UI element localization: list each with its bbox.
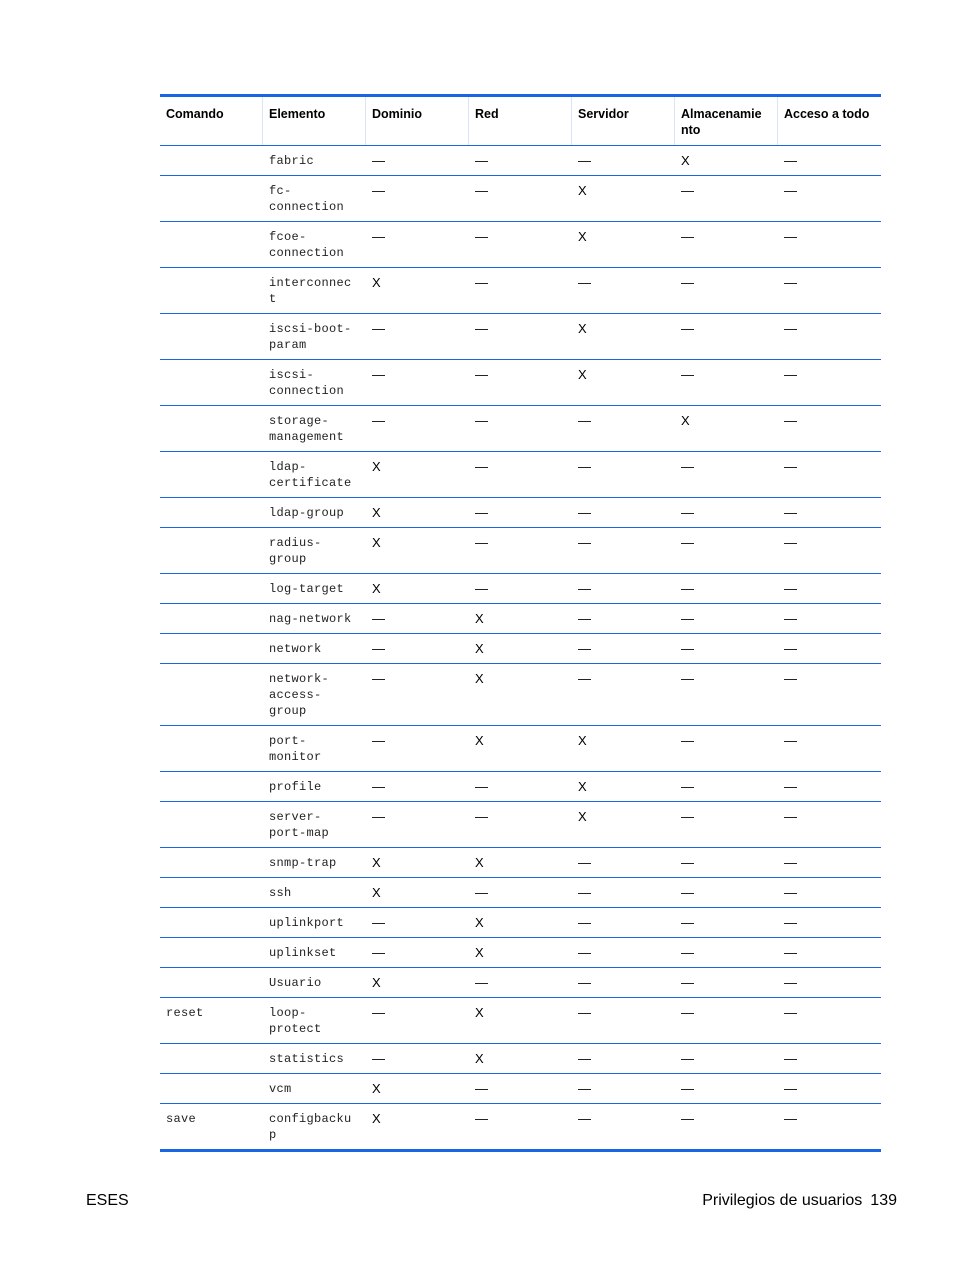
- privilege-cell: —: [681, 459, 694, 474]
- privilege-cell: —: [372, 779, 385, 794]
- table-row: [160, 848, 881, 878]
- column-header: Comando: [160, 97, 263, 145]
- privilege-cell: —: [372, 413, 385, 428]
- privilege-cell: X: [578, 229, 587, 244]
- element-cell: log-target: [269, 582, 345, 596]
- privilege-cell: —: [578, 275, 591, 290]
- privilege-cell: —: [681, 1051, 694, 1066]
- privilege-cell: —: [372, 611, 385, 626]
- privilege-cell: X: [681, 153, 690, 168]
- privilege-cell: —: [475, 505, 488, 520]
- privilege-cell: —: [784, 779, 797, 794]
- command-cell: [160, 528, 263, 573]
- privilege-cell: —: [578, 611, 591, 626]
- privilege-cell: —: [372, 229, 385, 244]
- privilege-cell: —: [372, 321, 385, 336]
- command-cell: [160, 222, 263, 267]
- privilege-cell: —: [578, 153, 591, 168]
- table-row: [160, 1104, 881, 1149]
- command-cell: [160, 452, 263, 497]
- privilege-cell: —: [475, 367, 488, 382]
- privilege-cell: —: [578, 975, 591, 990]
- table-row: [160, 802, 881, 848]
- element-cell: uplinkset: [269, 946, 337, 960]
- privilege-cell: —: [475, 459, 488, 474]
- privilege-cell: X: [578, 779, 587, 794]
- privilege-cell: X: [372, 275, 381, 290]
- privilege-cell: —: [372, 945, 385, 960]
- privilege-cell: —: [475, 229, 488, 244]
- element-cell: fc- connection: [269, 184, 345, 214]
- table-bottom-rule: [160, 1149, 881, 1152]
- privilege-cell: —: [784, 459, 797, 474]
- table-row: [160, 176, 881, 222]
- privilege-cell: —: [578, 945, 591, 960]
- command-cell: [160, 878, 263, 907]
- privilege-cell: —: [578, 1005, 591, 1020]
- table-row: [160, 968, 881, 998]
- table-row: [160, 772, 881, 802]
- command-cell: [160, 938, 263, 967]
- command-cell: [160, 314, 263, 359]
- command-cell: [160, 176, 263, 221]
- privilege-cell: X: [475, 733, 484, 748]
- command-cell: [160, 634, 263, 663]
- privilege-cell: —: [784, 1051, 797, 1066]
- element-cell: ldap-group: [269, 506, 345, 520]
- privilege-cell: —: [578, 459, 591, 474]
- privilege-cell: —: [784, 975, 797, 990]
- privilege-cell: —: [578, 1051, 591, 1066]
- privilege-cell: X: [475, 855, 484, 870]
- table-body: [160, 146, 881, 1149]
- table-row: [160, 1074, 881, 1104]
- privilege-cell: X: [372, 1081, 381, 1096]
- table-row: [160, 938, 881, 968]
- element-cell: nag-network: [269, 612, 352, 626]
- privilege-cell: —: [681, 229, 694, 244]
- command-cell: [160, 772, 263, 801]
- element-cell: snmp-trap: [269, 856, 337, 870]
- privilege-cell: —: [784, 611, 797, 626]
- privilege-cell: —: [475, 779, 488, 794]
- table-header-row: [160, 97, 881, 146]
- privilege-cell: —: [578, 1081, 591, 1096]
- privilege-cell: —: [681, 321, 694, 336]
- column-header: Acceso a todo: [784, 107, 870, 121]
- element-cell: radius- group: [269, 536, 322, 566]
- privilege-cell: X: [372, 505, 381, 520]
- privilege-cell: —: [784, 855, 797, 870]
- privilege-cell: —: [578, 641, 591, 656]
- privilege-cell: —: [681, 535, 694, 550]
- privilege-cell: X: [475, 945, 484, 960]
- command-cell: [160, 908, 263, 937]
- element-cell: server- port-map: [269, 810, 330, 840]
- privilege-cell: —: [475, 1081, 488, 1096]
- element-cell: configbacku p: [269, 1112, 352, 1142]
- element-cell: network- access- group: [269, 672, 330, 718]
- privilege-cell: —: [681, 975, 694, 990]
- privilege-cell: —: [681, 367, 694, 382]
- privilege-cell: —: [784, 229, 797, 244]
- privilege-cell: —: [372, 641, 385, 656]
- privilege-cell: X: [475, 611, 484, 626]
- privilege-cell: —: [475, 413, 488, 428]
- command-cell: [160, 406, 263, 451]
- privilege-cell: —: [784, 505, 797, 520]
- column-header: Dominio: [366, 97, 469, 145]
- privilege-cell: —: [681, 611, 694, 626]
- privilege-cell: X: [578, 183, 587, 198]
- privilege-cell: —: [784, 153, 797, 168]
- privilege-cell: —: [681, 809, 694, 824]
- privilege-cell: —: [475, 885, 488, 900]
- column-header: Almacenamie nto: [675, 97, 778, 145]
- privilege-cell: —: [475, 809, 488, 824]
- privilege-cell: —: [681, 183, 694, 198]
- privilege-cell: X: [372, 975, 381, 990]
- table-row: [160, 314, 881, 360]
- element-cell: Usuario: [269, 976, 322, 990]
- privileges-table: [160, 94, 881, 1152]
- privilege-cell: —: [578, 671, 591, 686]
- privilege-cell: X: [372, 581, 381, 596]
- footer-page-number: 139: [870, 1192, 897, 1209]
- column-header: Elemento: [263, 97, 366, 145]
- privilege-cell: —: [475, 153, 488, 168]
- privilege-cell: —: [681, 581, 694, 596]
- privilege-cell: X: [681, 413, 690, 428]
- table-row: [160, 360, 881, 406]
- element-cell: iscsi- connection: [269, 368, 345, 398]
- privilege-cell: —: [784, 581, 797, 596]
- element-cell: port- monitor: [269, 734, 322, 764]
- table-row: [160, 452, 881, 498]
- privilege-cell: —: [475, 275, 488, 290]
- privilege-cell: X: [372, 535, 381, 550]
- privilege-cell: —: [784, 671, 797, 686]
- privilege-cell: —: [681, 641, 694, 656]
- privilege-cell: —: [578, 505, 591, 520]
- privilege-cell: —: [578, 1111, 591, 1126]
- table-row: [160, 998, 881, 1044]
- element-cell: storage- management: [269, 414, 345, 444]
- command-cell: [160, 146, 263, 175]
- command-cell: reset: [166, 1006, 204, 1020]
- table-row: [160, 726, 881, 772]
- table-row: [160, 574, 881, 604]
- privilege-cell: X: [578, 733, 587, 748]
- privilege-cell: —: [578, 581, 591, 596]
- privilege-cell: X: [578, 809, 587, 824]
- table-row: [160, 1044, 881, 1074]
- command-cell: [160, 268, 263, 313]
- command-cell: [160, 726, 263, 771]
- privilege-cell: —: [784, 915, 797, 930]
- privilege-cell: —: [578, 855, 591, 870]
- element-cell: vcm: [269, 1082, 292, 1096]
- privilege-cell: —: [681, 275, 694, 290]
- privilege-cell: —: [475, 975, 488, 990]
- privilege-cell: —: [372, 733, 385, 748]
- command-cell: [160, 604, 263, 633]
- command-cell: save: [166, 1112, 197, 1126]
- table-row: [160, 406, 881, 452]
- privilege-cell: —: [475, 321, 488, 336]
- table-row: [160, 878, 881, 908]
- privilege-cell: —: [784, 885, 797, 900]
- privilege-cell: X: [475, 671, 484, 686]
- element-cell: iscsi-boot- param: [269, 322, 352, 352]
- privilege-cell: —: [784, 945, 797, 960]
- element-cell: fabric: [269, 154, 315, 168]
- element-cell: ldap- certificate: [269, 460, 352, 490]
- privilege-cell: —: [681, 885, 694, 900]
- privilege-cell: —: [372, 809, 385, 824]
- privilege-cell: —: [784, 275, 797, 290]
- privilege-cell: X: [372, 1111, 381, 1126]
- privilege-cell: —: [784, 413, 797, 428]
- privilege-cell: X: [475, 1005, 484, 1020]
- privilege-cell: —: [784, 535, 797, 550]
- column-header: Servidor: [572, 97, 675, 145]
- privilege-cell: —: [372, 367, 385, 382]
- column-header: Red: [469, 97, 572, 145]
- command-cell: [160, 802, 263, 847]
- privilege-cell: —: [372, 183, 385, 198]
- privilege-cell: —: [372, 1051, 385, 1066]
- privilege-cell: —: [475, 581, 488, 596]
- table-row: [160, 498, 881, 528]
- privilege-cell: —: [681, 733, 694, 748]
- privilege-cell: X: [475, 915, 484, 930]
- privilege-cell: —: [681, 779, 694, 794]
- command-cell: [160, 574, 263, 603]
- element-cell: interconnec t: [269, 276, 352, 306]
- privilege-cell: —: [681, 1081, 694, 1096]
- privilege-cell: —: [784, 1111, 797, 1126]
- privilege-cell: —: [372, 915, 385, 930]
- privilege-cell: —: [681, 671, 694, 686]
- privilege-cell: —: [475, 535, 488, 550]
- privilege-cell: —: [578, 885, 591, 900]
- privilege-cell: X: [372, 855, 381, 870]
- privilege-cell: X: [475, 641, 484, 656]
- table-row: [160, 222, 881, 268]
- command-cell: [160, 848, 263, 877]
- privilege-cell: —: [784, 733, 797, 748]
- footer-language-code: ESES: [86, 1192, 129, 1209]
- table-row: [160, 268, 881, 314]
- privilege-cell: —: [681, 1005, 694, 1020]
- command-cell: [160, 498, 263, 527]
- command-cell: [160, 664, 263, 725]
- privilege-cell: —: [372, 671, 385, 686]
- privilege-cell: —: [784, 183, 797, 198]
- footer-section: [694, 1192, 897, 1210]
- privilege-cell: X: [372, 885, 381, 900]
- privilege-cell: —: [578, 535, 591, 550]
- element-cell: profile: [269, 780, 322, 794]
- element-cell: uplinkport: [269, 916, 345, 930]
- table-row: [160, 604, 881, 634]
- privilege-cell: —: [784, 641, 797, 656]
- privilege-cell: —: [681, 945, 694, 960]
- privilege-cell: X: [372, 459, 381, 474]
- privilege-cell: X: [578, 367, 587, 382]
- command-cell: [160, 1044, 263, 1073]
- element-cell: statistics: [269, 1052, 345, 1066]
- element-cell: loop- protect: [269, 1006, 322, 1036]
- table-row: [160, 634, 881, 664]
- privilege-cell: —: [784, 809, 797, 824]
- privilege-cell: —: [372, 153, 385, 168]
- table-row: [160, 146, 881, 176]
- footer-section-title: Privilegios de usuarios: [702, 1192, 863, 1209]
- privilege-cell: X: [578, 321, 587, 336]
- privilege-cell: —: [578, 915, 591, 930]
- privilege-cell: —: [681, 505, 694, 520]
- table-row: [160, 664, 881, 726]
- privilege-cell: —: [784, 1005, 797, 1020]
- privilege-cell: —: [475, 183, 488, 198]
- element-cell: network: [269, 642, 322, 656]
- privilege-cell: —: [681, 855, 694, 870]
- privilege-cell: —: [681, 915, 694, 930]
- table-row: [160, 908, 881, 938]
- privilege-cell: —: [578, 413, 591, 428]
- privilege-cell: —: [784, 1081, 797, 1096]
- privilege-cell: X: [475, 1051, 484, 1066]
- privilege-cell: —: [475, 1111, 488, 1126]
- command-cell: [160, 1074, 263, 1103]
- element-cell: fcoe- connection: [269, 230, 345, 260]
- privilege-cell: —: [784, 367, 797, 382]
- command-cell: [160, 968, 263, 997]
- privilege-cell: —: [784, 321, 797, 336]
- table-row: [160, 528, 881, 574]
- element-cell: ssh: [269, 886, 292, 900]
- privilege-cell: —: [372, 1005, 385, 1020]
- privilege-cell: —: [681, 1111, 694, 1126]
- command-cell: [160, 360, 263, 405]
